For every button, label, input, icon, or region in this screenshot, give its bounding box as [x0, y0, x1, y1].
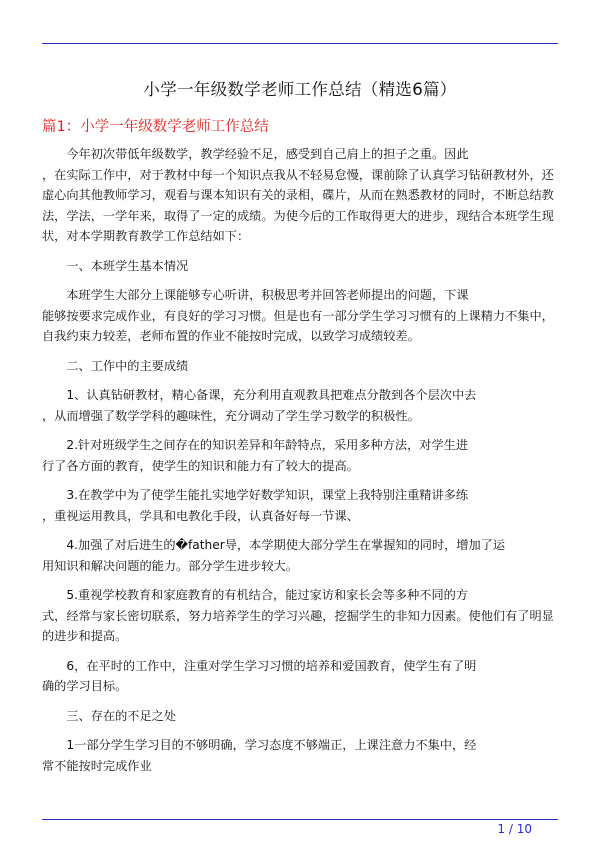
text-line: 1一部分学生学习目的不够明确，学习态度不够端正，上课注意力不集中，经: [42, 738, 477, 752]
subheading: [42, 356, 558, 377]
paragraph: [42, 485, 558, 526]
header-rule: [42, 43, 558, 44]
text-line: 今年初次带低年级数学，教学经验不足，感受到自己肩上的担子之重。因此: [42, 147, 469, 161]
text-line: 1、认真钻研教材，精心备课，充分利用直观教具把难点分散到各个层次中去: [42, 388, 477, 402]
page-number: 1 / 10: [497, 822, 532, 836]
text-line: 3.在教学中为了使学生能扎实地学好数学知识，课堂上我特别注重精讲多练: [42, 488, 469, 502]
section-heading: 篇1：小学一年级数学老师工作总结: [42, 119, 269, 135]
text-line: 自我约束力较差，老师布置的作业不能按时完成，以致学习成绩较差。: [42, 329, 420, 343]
subheading: [42, 256, 558, 277]
text-line: 能够按要求完成作业，有良好的学习习惯。但是也有一部分学生学习习惯有的上课精力不集中，: [42, 308, 554, 323]
text-line: 常不能按时完成作业: [42, 758, 152, 773]
text-line: 5.重视学校教育和家庭教育的有机结合，能过家访和家长会等多种不同的方: [42, 588, 469, 602]
paragraph: [42, 435, 558, 476]
paragraph: [42, 585, 558, 647]
document-title: 小学一年级数学老师工作总结（精选6篇）: [143, 80, 457, 99]
text-line: 的进步和提高。: [42, 629, 128, 643]
subheading: [42, 706, 558, 727]
document-body: [42, 144, 558, 776]
paragraph: [42, 285, 558, 347]
text-line: ，重视运用教具，学具和电教化手段，认真备好每一节课、: [42, 508, 359, 523]
text-line: ，从而增强了数学学科的趣味性，充分调动了学生学习数学的积极性。: [42, 408, 420, 423]
text-line: 用知识和解决问题的能力。部分学生进步较大。: [42, 558, 298, 573]
text-line: 6，在平时的工作中，注重对学生学习习惯的培养和爱国教育，使学生有了明: [42, 658, 477, 673]
text-line: 三、存在的不足之处: [42, 708, 177, 723]
text-line: 一、本班学生基本情况: [42, 258, 189, 273]
text-line: 二、工作中的主要成绩: [42, 358, 189, 373]
paragraph: [42, 144, 558, 247]
text-line: 本班学生大部分上课能够专心听讲，积极思考并回答老师提出的问题，下课: [42, 288, 469, 302]
paragraph: [42, 656, 558, 697]
text-line: 虚心向其他教师学习，观看与课本知识有关的录相，碟片，从而在熟悉教材的同时，不断总结教: [42, 188, 554, 202]
text-line: 行了各方面的教育，使学生的知识和能力有了较大的提高。: [42, 458, 359, 473]
text-line: 状，对本学期教育教学工作总结如下：: [42, 229, 250, 243]
text-line: 4.加强了对后进生的�father导，本学期使大部分学生在掌握知的同时，增加了运: [42, 538, 506, 552]
text-line: ，在实际工作中，对于教材中每一个知识点我从不轻易怠慢，课前除了认真学习钻研教材外，还: [42, 167, 554, 182]
paragraph: [42, 385, 558, 426]
paragraph: [42, 735, 558, 776]
text-line: 法，学法，一学年来，取得了一定的成绩。为使今后的工作取得更大的进步，现结合本班学生现: [42, 208, 554, 223]
text-line: 式，经常与家长密切联系，努力培养学生的学习兴趣，挖掘学生的非知力因素。使他们有了明显: [42, 608, 554, 623]
paragraph: [42, 535, 558, 576]
text-line: 确的学习目标。: [42, 679, 128, 693]
text-line: 2.针对班级学生之间存在的知识差异和年龄特点，采用多种方法，对学生进: [42, 438, 469, 452]
footer-rule: [42, 819, 558, 820]
